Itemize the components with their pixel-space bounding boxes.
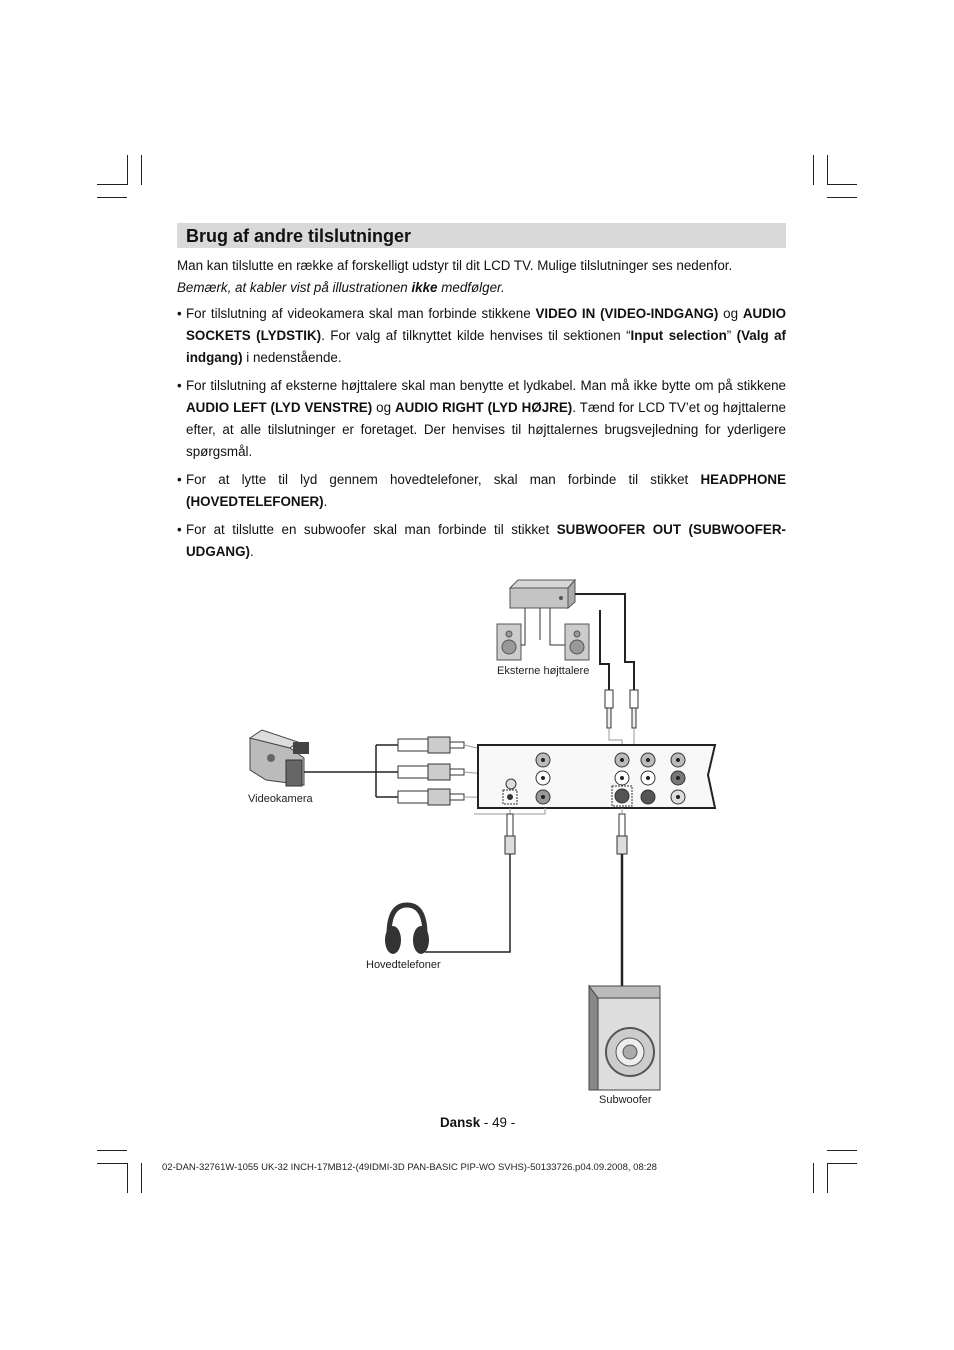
intro-line: Man kan tilslutte en række af forskelligt udstyr til dit LCD TV. Mulige tilslutninger ses nedenfor. [177,258,733,273]
rca-plug-icon [605,690,638,728]
bullet-subwoofer: • For at tilslutte en subwoofer skal man forbinde til stikket SUBWOOFER OUT (SUBWOOFER-UDGANG). [177,522,786,559]
footer-file-code: 02-DAN-32761W-1055 UK-32 INCH-17MB12-(49IDMI-3D PAN-BASIC PIP-WO SVHS)-50133726.p04.09.2008, 08:28 [162,1162,657,1173]
headphones-icon [385,905,429,954]
bullet-camera: • For tilslutning af videokamera skal man forbinde stikkene VIDEO IN (VIDEO-INDGANG) og AUDIO SOCKETS (LYDSTIK). For valg af tilknyttet kilde henvises til sektionen “Input selection” (Valg af indgang) i nedenstående. [177,306,786,365]
speaker-right-icon [565,624,589,660]
av-cable-plugs-icon [398,737,464,805]
intro-note: Bemærk, at kabler vist på illustrationen ikke medfølger. [177,280,505,295]
camera-label: Videokamera [248,793,313,805]
headphones-label: Hovedtelefoner [366,959,441,971]
page-footer [440,1115,515,1130]
bullet-headphones: • For at lytte til lyd gennem hovedtelefoner, skal man forbinde til stikket HEADPHONE (HOVEDTELEFONER). [177,472,786,509]
page-number: - 49 - [480,1115,516,1130]
subwoofer-icon [589,986,660,1090]
tv-back-panel [478,745,715,808]
amplifier-icon [510,580,575,608]
subwoofer-label: Subwoofer [599,1094,652,1106]
subwoofer-plug-icon [617,814,627,854]
video-camera-icon [250,730,309,786]
bullet-speakers: • For tilslutning af eksterne højttalere skal man benytte et lydkabel. Man må ikke bytte om på stikkene AUDIO LEFT (LYD VENSTRE) og AUDIO RIGHT (LYD HØJRE). Tænd for LCD TV’et og højttalerne efter, at alle tilslutninger er foretaget. Der henvises til højttalernes brugsvejledning for yderligere spørgsmål. [177,378,786,459]
speakers-label: Eksterne højttalere [497,665,590,677]
section-title: Brug af andre tilslutninger [186,226,412,246]
speaker-left-icon [497,624,521,660]
footer-language: Dansk [440,1115,481,1130]
jack-plug-icon [505,814,515,854]
